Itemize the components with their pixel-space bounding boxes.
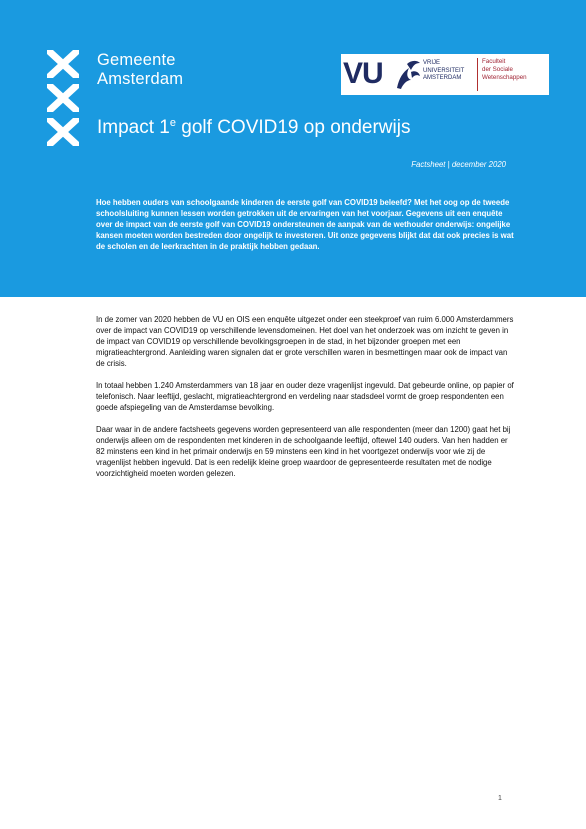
title-prefix: Impact 1 bbox=[97, 117, 170, 138]
title-suffix: golf COVID19 op onderwijs bbox=[176, 117, 411, 138]
factsheet-label: Factsheet | december 2020 bbox=[411, 160, 506, 169]
griffin-icon bbox=[393, 58, 421, 91]
faculty-line-2: der Sociale bbox=[482, 66, 513, 73]
organization-name bbox=[97, 51, 183, 89]
vu-line-3: AMSTERDAM bbox=[423, 75, 462, 81]
cross-icon bbox=[47, 50, 79, 78]
body-paragraph-3: Daar waar in de andere factsheets gegevens worden gepresenteerd van alle respondenten (meer dan 1200) gaat het bij onderwijs alleen om de respondenten met kinderen in de schoolgaande leeftijd, oftewel 140 ouders. Van hen hadden er 82 minstens een kind in het primair onderwijs en 59 minstens een kind in het voortgezet onderwijs voor wie zij de vragenlijst hebben ingevuld. Dat is een redelijk kleine groep waardoor de gepresenteerde resultaten met de nodige voorzichtigheid moeten worden gelezen. bbox=[96, 425, 511, 478]
body-paragraph-2: In totaal hebben 1.240 Amsterdammers van 18 jaar en ouder deze vragenlijst ingevuld. Dat gebeurde online, op papier of telefonisch. Naar leeftijd, geslacht, migratieachtergrond en verdeling naar stadsdeel vormt de groep respondenten een goede afspiegeling van de Amsterdamse bevolking. bbox=[96, 381, 514, 412]
faculty-name bbox=[482, 58, 527, 82]
vu-line-2: UNIVERSITEIT bbox=[423, 67, 465, 74]
page-title bbox=[97, 117, 410, 139]
logo-divider bbox=[477, 58, 478, 91]
amsterdam-logo-icon bbox=[47, 50, 81, 152]
body-paragraph-1: In de zomer van 2020 hebben de VU en OIS een enquête uitgezet onder een steekproef van ruim 6.000 Amsterdammers over de impact van COVID19 op verschillende levensdomeinen. Het doel van het onderzoek was om inzicht te geven in de impact van COVID19 op verschillende bevolkingsgroepen in de stad, in het bijzonder groepen met een migratieachtergrond. Aanleiding waren signalen dat er grote verschillen waren in besmettingen maar ook de impact van de crisis. bbox=[96, 315, 514, 368]
header-banner bbox=[0, 0, 586, 297]
cross-icon bbox=[47, 118, 79, 146]
page-number: 1 bbox=[498, 795, 502, 802]
faculty-line-1: Faculteit bbox=[482, 58, 506, 65]
body-text bbox=[96, 314, 514, 490]
vu-line-1: VRIJE bbox=[423, 60, 441, 66]
org-line-1: Gemeente bbox=[97, 51, 176, 69]
org-line-2: Amsterdam bbox=[97, 70, 184, 88]
vu-mark: VU bbox=[343, 57, 383, 90]
faculty-line-3: Wetenschappen bbox=[482, 74, 527, 81]
intro-paragraph: Hoe hebben ouders van schoolgaande kinderen de eerste golf van COVID19 beleefd? Met het oog op de tweede schoolsluiting kunnen lessen worden getrokken uit de ervaringen van het voorjaar. Gegevens uit een enquête over de impact van de eerste golf van COVID19 ondersteunen de aanpak van de wethouder onderwijs: ongelijke kansen moeten worden bestreden door ongelijk te investeren. Uit onze gegevens blijkt dat dat ook precies is wat de scholen en de leerkrachten in de praktijk hebben gedaan. bbox=[96, 198, 514, 251]
vu-partner-logo bbox=[341, 54, 549, 95]
vu-name bbox=[423, 60, 464, 83]
title-superscript: e bbox=[169, 117, 176, 129]
cross-icon bbox=[47, 84, 79, 112]
